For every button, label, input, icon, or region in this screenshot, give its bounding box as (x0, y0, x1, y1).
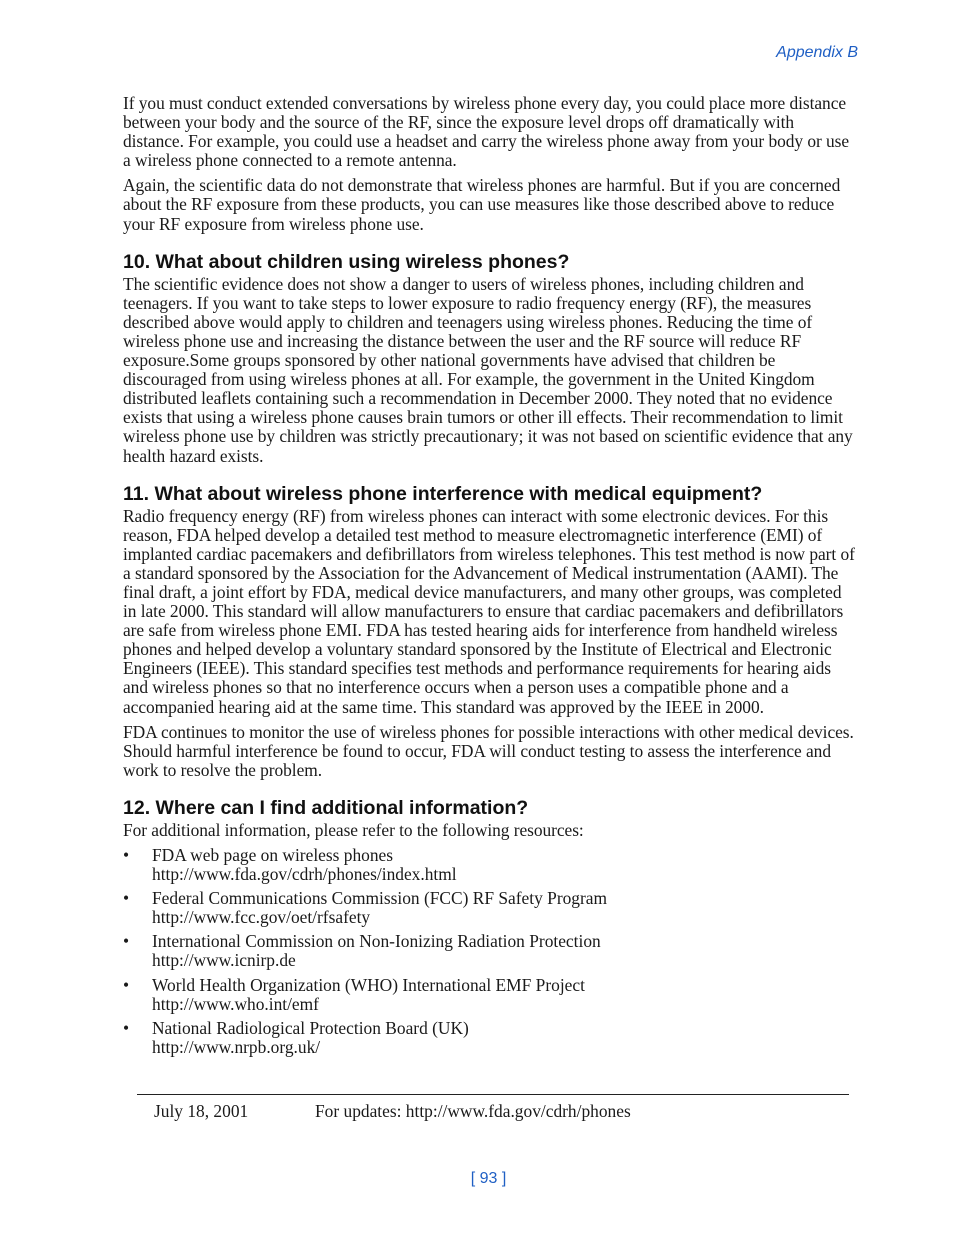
resource-name: International Commission on Non-Ionizing Radiation Protection (152, 931, 601, 952)
resource-url: http://www.fcc.gov/oet/rfsafety (152, 907, 371, 928)
list-item (123, 846, 857, 884)
bullet-icon: • (123, 888, 130, 909)
body-paragraph: If you must conduct extended conversations by wireless phone every day, you could place more distance between your body and the source of the RF, since the exposure level drops off dramatically with distance. For example, you could use a headset and carry the wireless phone away from your body or use a wireless phone connected to a remote antenna. (123, 93, 850, 171)
list-item (123, 976, 857, 1014)
resource-url: http://www.who.int/emf (152, 993, 319, 1014)
body-paragraph: For additional information, please refer to the following resources: (123, 819, 584, 840)
resource-name: National Radiological Protection Board (UK) (152, 1017, 469, 1038)
section-label: Appendix B (776, 44, 858, 61)
footer-divider (137, 1094, 849, 1095)
page-body (123, 94, 857, 1062)
resource-name: World Health Organization (WHO) International EMF Project (152, 974, 585, 995)
resource-url: http://www.icnirp.de (152, 950, 296, 971)
resource-name: FDA web page on wireless phones (152, 845, 394, 865)
body-paragraph: Radio frequency energy (RF) from wireless phones can interact with some electronic devices. For this reason, FDA helped develop a detailed test method to measure electromagnetic interference (EMI) of implanted cardiac pacemakers and defibrillators from wireless telephones. This test method is now part of a standard sponsored by the Association for the Advancement of Medical instrumentation (AAMI). The final draft, a joint effort by FDA, medical device manufacturers, and many other groups, was completed in late 2000. This standard will allow manufacturers to ensure that cardiac pacemakers and defibrillators are safe from wireless phone EMI. FDA has tested hearing aids for interference from handheld wireless phones and helped develop a voluntary standard sponsored by the Institute of Electrical and Electronic Engineers (IEEE). This standard specifies test methods and performance requirements for hearing aids and wireless phones so that no interference occurs when a person uses a compatible phone and a accompanied hearing aid at the same time. This standard was approved by the IEEE in 2000. (123, 505, 855, 717)
resource-name: Federal Communications Commission (FCC) RF Safety Program (152, 888, 608, 909)
body-paragraph: The scientific evidence does not show a danger to users of wireless phones, including children and teenagers. If you want to take steps to lower exposure to radio frequency energy (RF), the measures described above would apply to children and teenagers using wireless phones. Reducing the time of wireless phone use and increasing the distance between the user and the RF source will reduce RF exposure.Some groups sponsored by other national governments have advised that children be discouraged from using wireless phones at all. For example, the government in the United Kingdom distributed leaflets containing such a recommendation in December 2000. They noted that no evidence exists that using a wireless phone causes brain tumors or other ill effects. Their recommendation to limit wireless phone use by children was strictly precautionary; it was not based on scientific evidence that any health hazard exists. (123, 273, 853, 466)
footer-updates: For updates: http://www.fda.gov/cdrh/phones (315, 1101, 631, 1121)
bullet-icon: • (123, 1017, 130, 1038)
bullet-icon: • (123, 931, 130, 952)
section-heading-additional-info: 12. Where can I find additional information? (123, 796, 529, 819)
resource-url: http://www.nrpb.org.uk/ (152, 1036, 321, 1057)
list-item (123, 932, 857, 970)
bullet-icon: • (123, 974, 130, 995)
resource-list (123, 846, 857, 1057)
resource-url: http://www.fda.gov/cdrh/phones/index.html (152, 864, 457, 885)
section-heading-children: 10. What about children using wireless phones? (123, 250, 570, 273)
section-heading-medical-interference: 11. What about wireless phone interference with medical equipment? (123, 482, 763, 505)
bullet-icon: • (123, 845, 130, 865)
page-number: [ 93 ] (470, 1170, 507, 1187)
list-item (123, 889, 857, 927)
body-paragraph: FDA continues to monitor the use of wireless phones for possible interactions with other medical devices. Should harmful interference be found to occur, FDA will conduct testing to assess the interference and work to resolve the problem. (123, 721, 854, 780)
body-paragraph: Again, the scientific data do not demonstrate that wireless phones are harmful. But if you are concerned about the RF exposure from these products, you can use measures like those described above to reduce your RF exposure from wireless phone use. (123, 175, 841, 234)
footer-date: July 18, 2001 (154, 1101, 249, 1121)
list-item (123, 1019, 857, 1057)
